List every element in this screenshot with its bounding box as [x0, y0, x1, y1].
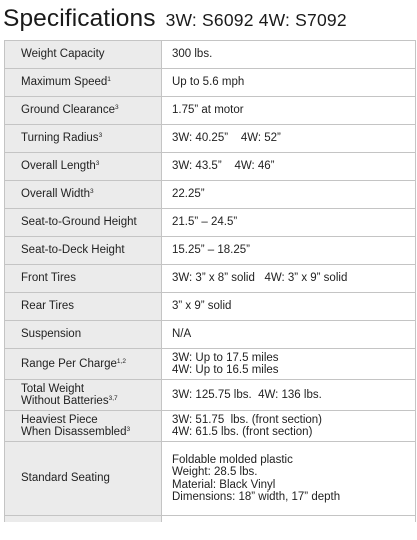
- spec-value: 21.5” – 24.5”: [162, 209, 416, 237]
- spec-label: Overall Length$^3$: [5, 153, 162, 181]
- footnote-marker: 1: [107, 76, 111, 84]
- table-row: [5, 293, 416, 321]
- spec-value: 22.25”: [162, 181, 416, 209]
- spec-value: 3W: 51.75 lbs. (front section) 4W: 61.5 lbs. (front section): [162, 411, 416, 442]
- spec-label: Turning Radius$^3$: [5, 125, 162, 153]
- table-row: [5, 153, 416, 181]
- spec-value: 300 lbs.: [162, 41, 416, 69]
- footnote-marker: 3: [98, 132, 103, 140]
- table-row: [5, 125, 416, 153]
- spec-value: 1.75” at motor: [162, 97, 416, 125]
- spec-label: Heaviest Piece When Disassembled$^3$: [5, 411, 162, 442]
- table-row: [5, 265, 416, 293]
- spec-label: Rear Tires: [5, 293, 162, 321]
- table-row: [5, 41, 416, 69]
- table-row: [5, 411, 416, 442]
- table-row: [5, 380, 416, 411]
- spec-label: Range Per Charge$^{1,2}$: [5, 349, 162, 380]
- spec-label: Front Tires: [5, 265, 162, 293]
- spec-value: Up to 5.6 mph: [162, 69, 416, 97]
- table-row: [5, 321, 416, 349]
- table-row: [5, 181, 416, 209]
- spec-value: [162, 516, 416, 523]
- spec-value: 3” x 9” solid: [162, 293, 416, 321]
- spec-value: 3W: 40.25” 4W: 52”: [162, 125, 416, 153]
- spec-label: [5, 516, 162, 523]
- spec-value: 3W: 43.5” 4W: 46”: [162, 153, 416, 181]
- spec-value: 3W: 125.75 lbs. 4W: 136 lbs.: [162, 380, 416, 411]
- footnote-marker: 3: [90, 188, 94, 196]
- table-row: [5, 349, 416, 380]
- spec-value: Foldable molded plastic Weight: 28.5 lbs. Material: Black Vinyl Dimensions: 18” width, 17” depth: [162, 442, 416, 516]
- table-row: [5, 69, 416, 97]
- spec-label: Overall Width$^3$: [5, 181, 162, 209]
- spec-label: Weight Capacity: [5, 41, 162, 69]
- spec-label: Total Weight Without Batteries$^{3,7}$: [5, 380, 162, 411]
- footnote-marker: 3,7: [108, 395, 118, 402]
- spec-value: N/A: [162, 321, 416, 349]
- model-numbers: 3W: S6092 4W: S7092: [165, 10, 347, 30]
- table-row: [5, 97, 416, 125]
- table-row: [5, 237, 416, 265]
- spec-value: 3W: 3” x 8” solid 4W: 3” x 9” solid: [162, 265, 416, 293]
- table-row: [5, 442, 416, 516]
- spec-label: Standard Seating: [5, 442, 162, 516]
- table-row: [5, 209, 416, 237]
- footnote-marker: 3: [114, 104, 119, 112]
- spec-label: Ground Clearance$^3$: [5, 97, 162, 125]
- page-title: Specifications: [3, 5, 156, 32]
- spec-label: Seat-to-Deck Height: [5, 237, 162, 265]
- footnote-marker: 1,2: [116, 357, 126, 365]
- spec-label: Maximum Speed$^1$: [5, 69, 162, 97]
- spec-label: Suspension: [5, 321, 162, 349]
- table-row: [5, 516, 416, 523]
- spec-value: 3W: Up to 17.5 miles 4W: Up to 16.5 miles: [162, 349, 416, 380]
- footnote-marker: 3: [95, 160, 100, 168]
- spec-value: 15.25” – 18.25”: [162, 237, 416, 265]
- spec-heading: [3, 2, 347, 36]
- footnote-marker: 3: [126, 426, 131, 433]
- specifications-table: [4, 40, 416, 522]
- spec-label: Seat-to-Ground Height: [5, 209, 162, 237]
